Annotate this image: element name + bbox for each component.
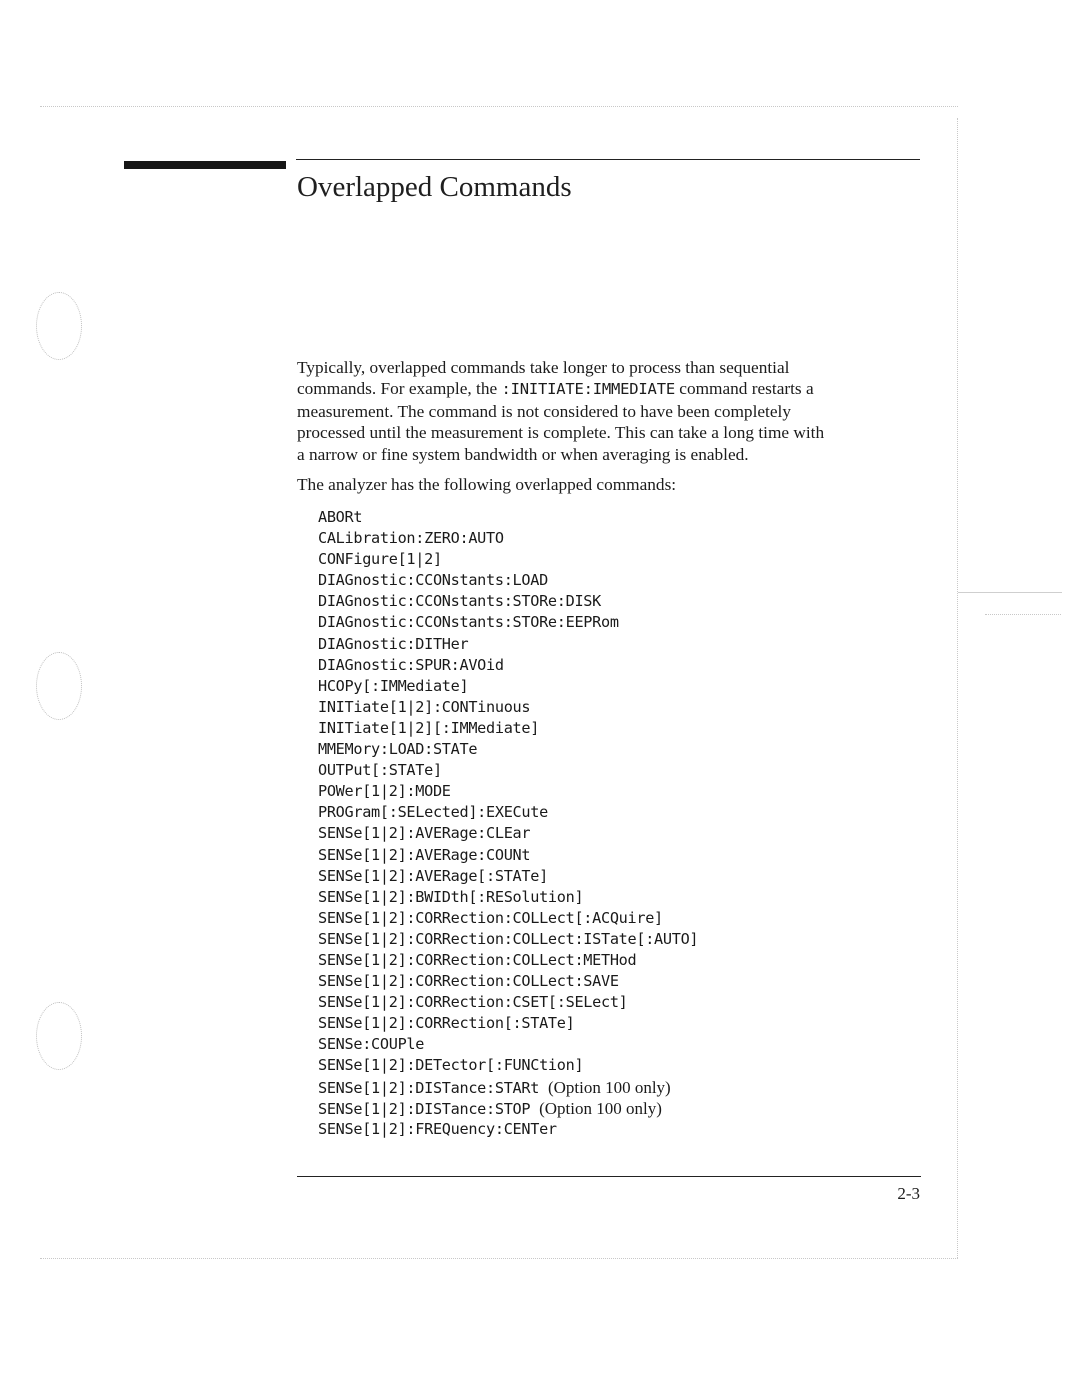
command-item	[318, 887, 698, 908]
command-code: SENSe[1|2]:CORRection:CSET[:SELect]	[318, 993, 628, 1012]
command-code: DIAGnostic:SPUR:AVOid	[318, 655, 504, 674]
command-item	[318, 908, 698, 929]
command-code: SENSe[1|2]:FREQuency:CENTer	[318, 1119, 557, 1138]
punch-hole-middle	[36, 652, 82, 720]
command-item	[318, 1034, 698, 1055]
scan-edge-bottom	[40, 1258, 958, 1259]
paragraph-line	[297, 378, 937, 400]
command-item	[318, 697, 698, 718]
command-code: DIAGnostic:CCONstants:LOAD	[318, 571, 548, 590]
command-code: SENSe[1|2]:AVERage[:STATe]	[318, 866, 548, 885]
command-item	[318, 591, 698, 612]
paragraph-text: a narrow or fine system bandwidth or when averaging is enabled.	[297, 444, 749, 464]
command-code: SENSe[1|2]:DISTance:STARt	[318, 1078, 540, 1097]
command-item	[318, 845, 698, 866]
paragraph-line	[297, 357, 937, 378]
command-item	[318, 1013, 698, 1034]
command-item	[318, 823, 698, 844]
command-item	[318, 781, 698, 802]
header-rule	[296, 159, 920, 160]
scan-edge-right	[957, 118, 958, 1258]
command-item	[318, 1077, 698, 1098]
command-code: SENSe[1|2]:AVERage:CLEar	[318, 824, 531, 843]
paragraph-text: processed until the measurement is complete. This can take a long time with	[297, 423, 825, 443]
command-code: HCOPy[:IMMediate]	[318, 676, 469, 695]
command-code: SENSe[1|2]:CORRection:COLLect:METHod	[318, 950, 637, 969]
scan-mark-right-2	[985, 614, 1061, 615]
command-item	[318, 802, 698, 823]
command-code: CALibration:ZERO:AUTO	[318, 529, 504, 548]
page-number: 2-3	[897, 1184, 920, 1203]
command-item	[318, 612, 698, 633]
command-item	[318, 528, 698, 549]
command-item	[318, 760, 698, 781]
command-code: SENSe[1|2]:AVERage:COUNt	[318, 845, 531, 864]
paragraph-text: measurement. The command is not considered to have been completely	[297, 401, 791, 421]
command-item	[318, 634, 698, 655]
command-code: SENSe[1|2]:CORRection:COLLect:ISTate[:AUTO]	[318, 929, 699, 948]
overlapped-command-list	[318, 507, 698, 1140]
section-title: Overlapped Commands	[297, 171, 572, 203]
command-note: (Option 100 only)	[539, 1098, 662, 1118]
command-item	[318, 549, 698, 570]
paragraph-line	[297, 401, 937, 422]
command-item	[318, 676, 698, 697]
command-item	[318, 992, 698, 1013]
command-item	[318, 950, 698, 971]
command-item	[318, 971, 698, 992]
scan-edge-top	[40, 106, 958, 107]
punch-hole-bottom	[36, 1002, 82, 1070]
command-code: INITiate[1|2]:CONTinuous	[318, 697, 531, 716]
command-item	[318, 655, 698, 676]
command-code: SENSe[1|2]:CORRection[:STATe]	[318, 1014, 575, 1033]
command-code: DIAGnostic:DITHer	[318, 634, 469, 653]
lead-sentence: The analyzer has the following overlapped commands:	[297, 475, 677, 494]
command-code: SENSe[1|2]:CORRection:COLLect[:ACQuire]	[318, 908, 663, 927]
command-code: OUTPut[:STATe]	[318, 761, 442, 780]
inline-command: :INITIATE:IMMEDIATE	[501, 380, 675, 399]
command-item	[318, 739, 698, 760]
scan-mark-right-1	[958, 592, 1062, 593]
command-code: ABORt	[318, 508, 363, 526]
command-code: SENSe[1|2]:DETector[:FUNCtion]	[318, 1056, 584, 1075]
paragraph-text: commands. For example, the	[297, 379, 502, 399]
command-code: DIAGnostic:CCONstants:STORe:EEPRom	[318, 613, 619, 632]
paragraph-line	[297, 422, 937, 443]
command-item	[318, 1119, 698, 1140]
punch-hole-top	[36, 292, 82, 360]
command-code: INITiate[1|2][:IMMediate]	[318, 718, 540, 737]
command-code: PROGram[:SELected]:EXECute	[318, 803, 548, 822]
command-code: CONFigure[1|2]	[318, 550, 442, 569]
command-item	[318, 718, 698, 739]
command-code: SENSe[1|2]:DISTance:STOP	[318, 1099, 531, 1118]
section-marker-bar	[124, 161, 286, 169]
paragraph-text: Typically, overlapped commands take longer to process than sequential	[297, 358, 790, 377]
intro-paragraph	[297, 357, 937, 465]
command-code: MMEMory:LOAD:STATe	[318, 740, 478, 759]
command-note: (Option 100 only)	[547, 1077, 671, 1097]
command-item	[318, 1055, 698, 1076]
command-item	[318, 570, 698, 591]
paragraph-line	[297, 444, 937, 465]
command-code: SENSe[1|2]:CORRection:COLLect:SAVE	[318, 972, 619, 991]
command-item	[318, 1098, 698, 1119]
command-item	[318, 507, 698, 528]
command-code: SENSe[1|2]:BWIDth[:RESolution]	[318, 887, 584, 906]
paragraph-text: command restarts a	[674, 379, 814, 399]
command-item	[318, 929, 698, 950]
command-code: POWer[1|2]:MODE	[318, 782, 451, 801]
command-code: SENSe:COUPle	[318, 1035, 425, 1054]
command-item	[318, 866, 698, 887]
footer-rule	[297, 1176, 921, 1177]
command-code: DIAGnostic:CCONstants:STORe:DISK	[318, 592, 601, 611]
